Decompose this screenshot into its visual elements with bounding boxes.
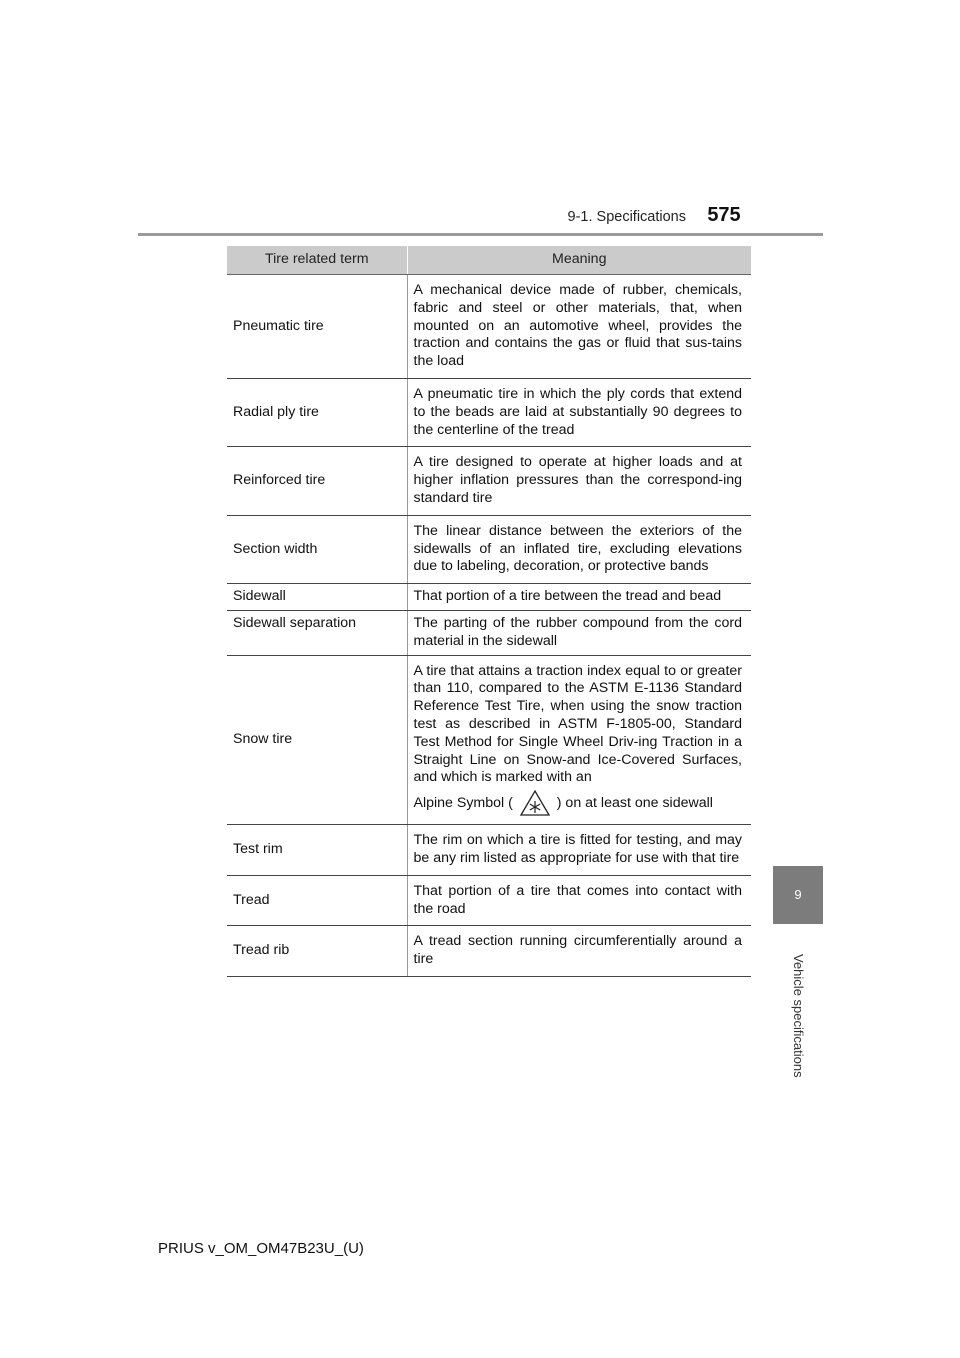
term-cell: Test rim — [227, 825, 407, 876]
meaning-cell: A tread section running circumferentially around a tire — [407, 926, 751, 977]
meaning-cell: A pneumatic tire in which the ply cords that extend to the beads are laid at substantially 90 degrees to the centerline of the tread — [407, 378, 751, 446]
alpine-snowflake-mountain-icon — [519, 789, 551, 817]
meaning-cell: That portion of a tire between the tread and bead — [407, 584, 751, 611]
meaning-cell: That portion of a tire that comes into contact with the road — [407, 875, 751, 926]
term-cell: Sidewall — [227, 584, 407, 611]
chapter-title: Vehicle specifications — [791, 954, 806, 1078]
alpine-symbol-prefix: Alpine Symbol ( — [413, 794, 513, 811]
table-row — [227, 825, 751, 876]
term-cell: Pneumatic tire — [227, 275, 407, 379]
column-header-meaning: Meaning — [407, 246, 751, 275]
meaning-cell — [407, 655, 751, 825]
term-cell: Sidewall separation — [227, 610, 407, 655]
table-row — [227, 447, 751, 515]
table-header-row — [227, 246, 751, 275]
term-cell: Reinforced tire — [227, 447, 407, 515]
term-cell: Radial ply tire — [227, 378, 407, 446]
table-row — [227, 875, 751, 926]
table-row — [227, 584, 751, 611]
table-row — [227, 610, 751, 655]
term-cell: Tread rib — [227, 926, 407, 977]
meaning-cell: A mechanical device made of rubber, chemicals, fabric and steel or other materials, that, when mounted on an automotive wheel, provides the traction and contains the gas or fluid that sus-tains the load — [407, 275, 751, 379]
table-row — [227, 926, 751, 977]
term-cell: Tread — [227, 875, 407, 926]
table-row — [227, 275, 751, 379]
header-divider — [138, 233, 823, 236]
chapter-tab: 9 — [773, 866, 823, 924]
meaning-cell: The linear distance between the exteriors of the sidewalls of an inflated tire, excluding elevations due to labeling, decoration, or protective bands — [407, 515, 751, 583]
meaning-cell: The rim on which a tire is fitted for testing, and may be any rim listed as appropriate for use with that tire — [407, 825, 751, 876]
section-title: 9-1. Specifications — [567, 209, 686, 225]
meaning-text: A tire that attains a traction index equal to or greater than 110, compared to the ASTM E-1136 Standard Reference Test Tire, when using the snow traction test as described in ASTM F-1805-00, Standard Test Method for Single Wheel Driv-ing Traction in a Straight Line on Snow-and Ice-Covered Surfaces, and which is marked with an — [413, 662, 742, 786]
term-cell: Snow tire — [227, 655, 407, 825]
tire-terms-table — [227, 246, 751, 977]
term-cell: Section width — [227, 515, 407, 583]
table-row — [227, 378, 751, 446]
table-row — [227, 515, 751, 583]
page-number: 575 — [707, 204, 741, 226]
meaning-cell: The parting of the rubber compound from the cord material in the sidewall — [407, 610, 751, 655]
document-id: PRIUS v_OM_OM47B23U_(U) — [158, 1240, 364, 1257]
meaning-cell: A tire designed to operate at higher loads and at higher inflation pressures than the correspond-ing standard tire — [407, 447, 751, 515]
alpine-symbol-suffix: ) on at least one sidewall — [556, 794, 713, 811]
alpine-symbol-line — [414, 789, 743, 817]
column-header-term: Tire related term — [227, 246, 407, 275]
table-row — [227, 655, 751, 825]
